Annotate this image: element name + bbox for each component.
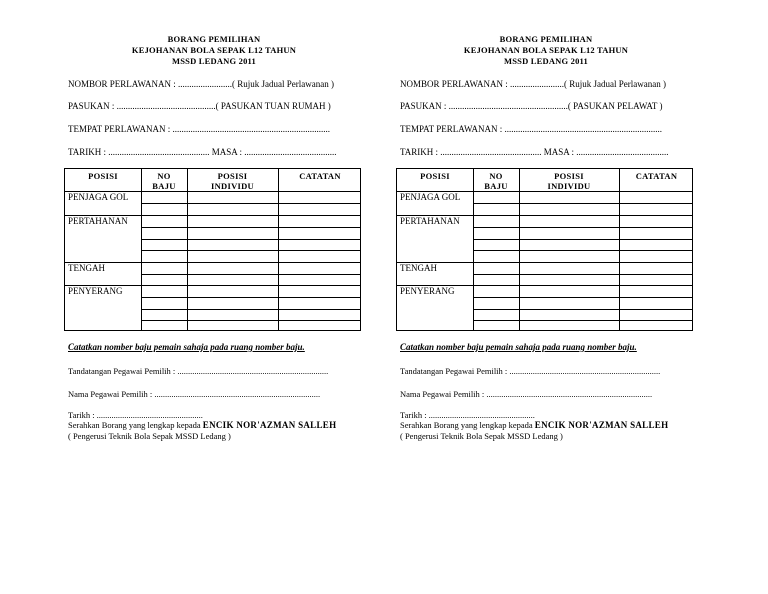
chairman-note: ( Pengerusi Teknik Bola Sepak MSSD Ledang ) [400,431,563,441]
col-header-posisi: POSISI [88,171,118,181]
instruction-note: Catatkan nomber baju pemain sahaja pada ruang nomber baju. [68,342,305,352]
position-defender: PERTAHANAN [68,216,128,226]
signature-field[interactable]: Tandatangan Pegawai Pemilih : ....................................................................... [68,366,329,376]
date-time-field[interactable]: TARIKH : ............................................. MASA : ......................................... [68,147,337,157]
match-number-field[interactable]: NOMBOR PERLAWANAN : ........................( Rujuk Jadual Perlawanan ) [68,79,335,89]
signature-field[interactable]: Tandatangan Pegawai Pemilih : ....................................................................... [400,366,661,376]
submit-instruction: Serahkan Borang yang lengkap kepada ENCIK NOR'AZMAN SALLEH [68,420,337,430]
col-header-individu: INDIVIDU [210,181,254,191]
col-header-catatan: CATATAN [299,171,341,181]
date-field[interactable]: Tarikh : .................................................. [400,410,535,420]
form-subtitle-2: MSSD LEDANG 2011 [172,56,256,66]
position-goalkeeper: PENJAGA GOL [68,192,129,202]
team-field[interactable]: PASUKAN : .....................................................( PASUKAN PELAWAT ) [400,101,663,111]
form-title: BORANG PEMILIHAN [499,34,593,44]
col-header-posisi: POSISI [420,171,450,181]
submit-instruction: Serahkan Borang yang lengkap kepada ENCIK NOR'AZMAN SALLEH [400,420,669,430]
form-subtitle: KEJOHANAN BOLA SEPAK L12 TAHUN [463,45,629,55]
position-defender: PERTAHANAN [400,216,460,226]
chairman-note: ( Pengerusi Teknik Bola Sepak MSSD Ledang ) [68,431,231,441]
col-header-no: NO [157,171,171,181]
col-header-individu: INDIVIDU [547,181,591,191]
position-forward: PENYERANG [68,286,123,296]
col-header-no: NO [489,171,503,181]
position-midfielder: TENGAH [68,263,105,273]
date-time-field[interactable]: TARIKH : ............................................. MASA : ......................................... [400,147,669,157]
position-goalkeeper: PENJAGA GOL [400,192,461,202]
col-header-catatan: CATATAN [635,171,678,181]
team-field[interactable]: PASUKAN : ............................................( PASUKAN TUAN RUMAH ) [68,101,331,111]
officer-name-field[interactable]: Nama Pegawai Pemilih : .............................................................................. [68,389,321,399]
officer-name-field[interactable]: Nama Pegawai Pemilih : .............................................................................. [400,389,653,399]
player-table [64,168,361,331]
form-title: BORANG PEMILIHAN [167,34,261,44]
col-header-baju: BAJU [152,181,176,191]
instruction-note: Catatkan nomber baju pemain sahaja pada ruang nomber baju. [400,342,637,352]
venue-field[interactable]: TEMPAT PERLAWANAN : ...................................................................... [68,124,331,134]
date-field[interactable]: Tarikh : .................................................. [68,410,203,420]
col-header-posisi-individu: POSISI [554,171,584,181]
form-subtitle: KEJOHANAN BOLA SEPAK L12 TAHUN [131,45,297,55]
position-midfielder: TENGAH [400,263,437,273]
venue-field[interactable]: TEMPAT PERLAWANAN : ...................................................................... [400,124,663,134]
position-forward: PENYERANG [400,286,455,296]
col-header-baju: BAJU [484,181,508,191]
col-header-posisi-individu: POSISI [217,171,248,181]
match-number-field[interactable]: NOMBOR PERLAWANAN : ........................( Rujuk Jadual Perlawanan ) [400,79,667,89]
form-subtitle-2: MSSD LEDANG 2011 [504,56,588,66]
player-table [396,168,693,331]
